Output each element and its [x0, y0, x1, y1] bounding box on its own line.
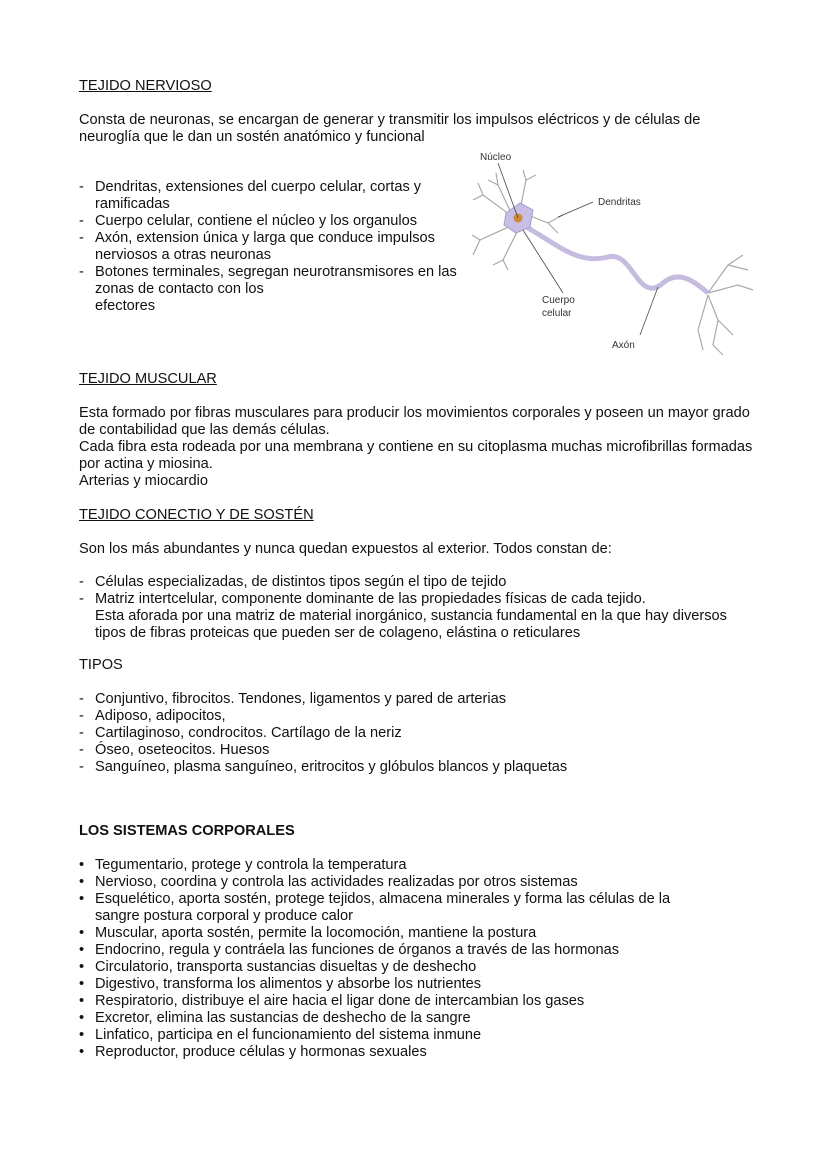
- axon-shape: [523, 225, 708, 293]
- list-item: - Sanguíneo, plasma sanguíneo, eritrocitos y glóbulos blancos y plaquetas: [79, 759, 759, 776]
- list-item: - Óseo, oseteocitos. Huesos: [79, 742, 759, 759]
- label-axon: Axón: [612, 340, 635, 351]
- list-item: - Cuerpo celular, contiene el núcleo y los organulos: [79, 213, 459, 230]
- heading-tejido-muscular: TEJIDO MUSCULAR: [79, 371, 217, 387]
- list-item: - Conjuntivo, fibrocitos. Tendones, ligamentos y pared de arterias: [79, 691, 759, 708]
- list-item: • Linfatico, participa en el funcionamiento del sistema inmune: [79, 1027, 679, 1044]
- label-lines: [498, 163, 658, 335]
- list-item: • Esquelético, aporta sostén, protege tejidos, almacena minerales y forma las células de la sangre postura corporal y produce calor: [79, 891, 679, 925]
- paragraph: Cada fibra esta rodeada por una membrana y contiene en su citoplasma muchas microfibrillas formadas por actina y miosina.: [79, 439, 753, 472]
- label-nucleo: Núcleo: [480, 152, 512, 163]
- heading-tipos: TIPOS: [79, 657, 123, 673]
- list-item: - Adiposo, adipocitos,: [79, 708, 759, 725]
- sistemas-list: [79, 857, 679, 1061]
- label-celular: celular: [542, 308, 572, 319]
- list-item: • Digestivo, transforma los alimentos y absorbe los nutrientes: [79, 976, 679, 993]
- conectivo-list: [79, 574, 744, 642]
- list-item: • Excretor, elimina las sustancias de deshecho de la sangre: [79, 1010, 679, 1027]
- list-item: • Endocrino, regula y contráela las funciones de órganos a través de las hormonas: [79, 942, 679, 959]
- list-item: • Tegumentario, protege y controla la temperatura: [79, 857, 679, 874]
- list-item: • Reproductor, produce células y hormonas sexuales: [79, 1044, 679, 1061]
- heading-sistemas-corporales: LOS SISTEMAS CORPORALES: [79, 823, 295, 839]
- nervioso-list: [79, 179, 459, 315]
- label-dendritas: Dendritas: [598, 197, 641, 208]
- nervioso-intro: Consta de neuronas, se encargan de generar y transmitir los impulsos eléctricos y de células de neuroglía que le dan un sostén anatómico y funcional: [79, 112, 701, 145]
- list-item: • Respiratorio, distribuye el aire hacia el ligar done de intercambian los gases: [79, 993, 679, 1010]
- heading-tejido-conectivo: TEJIDO CONECTIO Y DE SOSTÉN: [79, 507, 314, 523]
- paragraph: Esta formado por fibras musculares para producir los movimientos corporales y poseen un mayor grado de contabilidad que las demás células.: [79, 405, 750, 438]
- list-item: - Dendritas, extensiones del cuerpo celular, cortas y ramificadas: [79, 179, 459, 213]
- list-item: - Botones terminales, segregan neurotransmisores en las zonas de contacto con los: [79, 264, 459, 298]
- list-item: - Matriz intertcelular, componente dominante de las propiedades físicas de cada tejido.: [79, 591, 744, 608]
- tipos-list: [79, 691, 759, 776]
- list-item: - Células especializadas, de distintos tipos según el tipo de tejido: [79, 574, 744, 591]
- list-item: • Circulatorio, transporta sustancias disueltas y de deshecho: [79, 959, 679, 976]
- list-item: - Axón, extension única y larga que conduce impulsos nerviosos a otras neuronas: [79, 230, 459, 264]
- neuron-diagram: [468, 145, 758, 365]
- list-item: • Nervioso, coordina y controla las actividades realizadas por otros sistemas: [79, 874, 679, 891]
- paragraph: Arterias y miocardio: [79, 473, 208, 489]
- list-item: • Muscular, aporta sostén, permite la locomoción, mantiene la postura: [79, 925, 679, 942]
- list-item-continuation: efectores: [95, 298, 156, 314]
- list-item-continuation: Esta aforada por una matriz de material inorgánico, sustancia fundamental en la que hay diversos tipos de fibras proteicas que pueden ser de colageno, elástina o reticulares: [95, 608, 727, 641]
- label-cuerpo: Cuerpo: [542, 295, 575, 306]
- conectivo-intro: Son los más abundantes y nunca quedan expuestos al exterior. Todos constan de:: [79, 541, 612, 557]
- muscular-text: [79, 405, 759, 490]
- heading-tejido-nervioso: TEJIDO NERVIOSO: [79, 78, 212, 94]
- list-item: - Cartilaginoso, condrocitos. Cartílago de la neriz: [79, 725, 759, 742]
